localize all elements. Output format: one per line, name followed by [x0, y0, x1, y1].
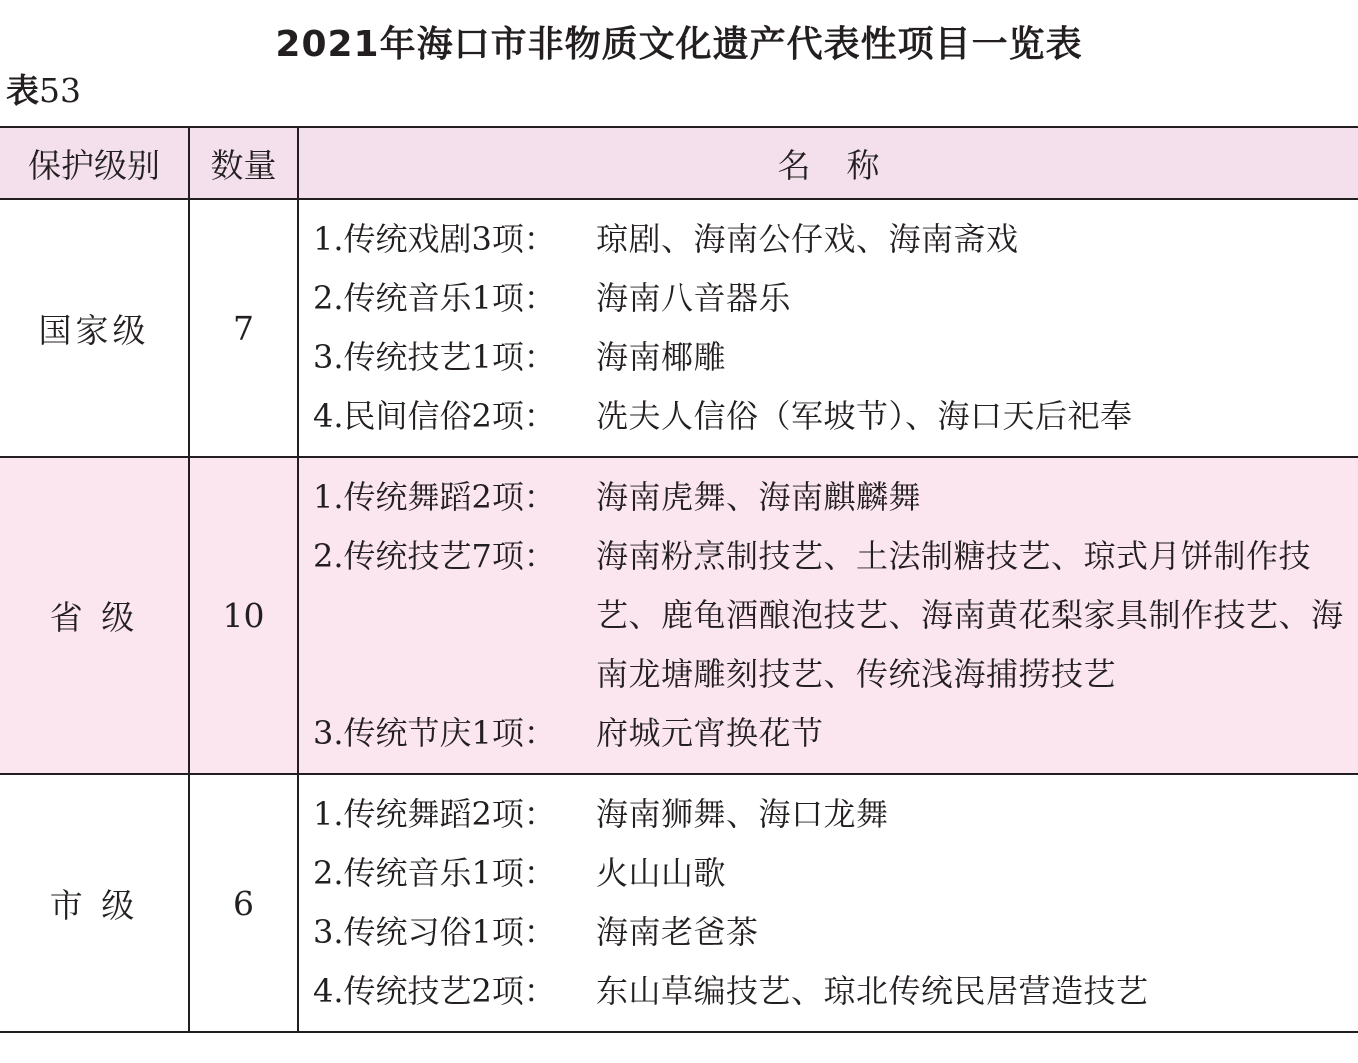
item-category: 1.传统舞蹈2项：	[313, 795, 556, 833]
item-category: 1.传统戏剧3项：	[313, 220, 556, 258]
item-names: 海南虎舞、海南麒麟舞	[596, 478, 922, 516]
header-level: 保护级别	[0, 127, 189, 199]
list-item	[313, 328, 1358, 387]
count-cell: 7	[189, 199, 298, 457]
item-category: 4.民间信俗2项：	[313, 397, 556, 435]
item-names: 冼夫人信俗（军坡节）、海口天后祀奉	[596, 397, 1133, 435]
list-item	[313, 387, 1358, 446]
level-cell: 省 级	[0, 457, 189, 774]
level-cell: 市 级	[0, 774, 189, 1032]
level-cell: 国家级	[0, 199, 189, 457]
list-item	[313, 269, 1358, 328]
item-category: 2.传统技艺7项：	[313, 537, 556, 575]
list-item	[313, 468, 1358, 527]
item-names: 海南粉烹制技艺、土法制糖技艺、琼式月饼制作技艺、鹿龟酒酿泡技艺、海南黄花梨家具制作技艺、海南龙塘雕刻技艺、传统浅海捕捞技艺	[596, 537, 1344, 693]
heritage-table	[0, 126, 1358, 1033]
item-names: 海南椰雕	[596, 338, 727, 376]
item-names: 海南狮舞、海口龙舞	[596, 795, 889, 833]
page-title: 2021年海口市非物质文化遗产代表性项目一览表	[275, 24, 1083, 65]
item-names: 火山山歌	[596, 854, 727, 892]
table-header-row	[0, 127, 1358, 199]
list-item	[313, 844, 1358, 903]
header-name: 名称	[298, 127, 1358, 199]
item-category: 4.传统技艺2项：	[313, 972, 556, 1010]
table-row-national	[0, 199, 1358, 457]
item-category: 3.传统习俗1项：	[313, 913, 556, 951]
items-cell	[298, 457, 1358, 774]
item-names: 琼剧、海南公仔戏、海南斋戏	[596, 220, 1019, 258]
table-row-provincial	[0, 457, 1358, 774]
item-names: 府城元宵换花节	[596, 714, 824, 752]
item-category: 1.传统舞蹈2项：	[313, 478, 556, 516]
list-item	[313, 210, 1358, 269]
items-cell	[298, 774, 1358, 1032]
item-category: 3.传统节庆1项：	[313, 714, 556, 752]
item-names: 海南老爸茶	[596, 913, 759, 951]
item-names: 东山草编技艺、琼北传统民居营造技艺	[596, 972, 1149, 1010]
item-category: 3.传统技艺1项：	[313, 338, 556, 376]
list-item	[313, 527, 1358, 704]
list-item	[313, 704, 1358, 763]
table-row-city	[0, 774, 1358, 1032]
table-label-prefix: 表	[6, 71, 39, 110]
list-item	[313, 903, 1358, 962]
items-cell	[298, 199, 1358, 457]
table-label-number: 53	[39, 71, 81, 110]
header-count: 数量	[189, 127, 298, 199]
list-item	[313, 962, 1358, 1021]
count-cell: 10	[189, 457, 298, 774]
item-names: 海南八音器乐	[596, 279, 792, 317]
item-category: 2.传统音乐1项：	[313, 279, 556, 317]
table-label	[6, 70, 81, 112]
list-item	[313, 785, 1358, 844]
item-category: 2.传统音乐1项：	[313, 854, 556, 892]
count-cell: 6	[189, 774, 298, 1032]
